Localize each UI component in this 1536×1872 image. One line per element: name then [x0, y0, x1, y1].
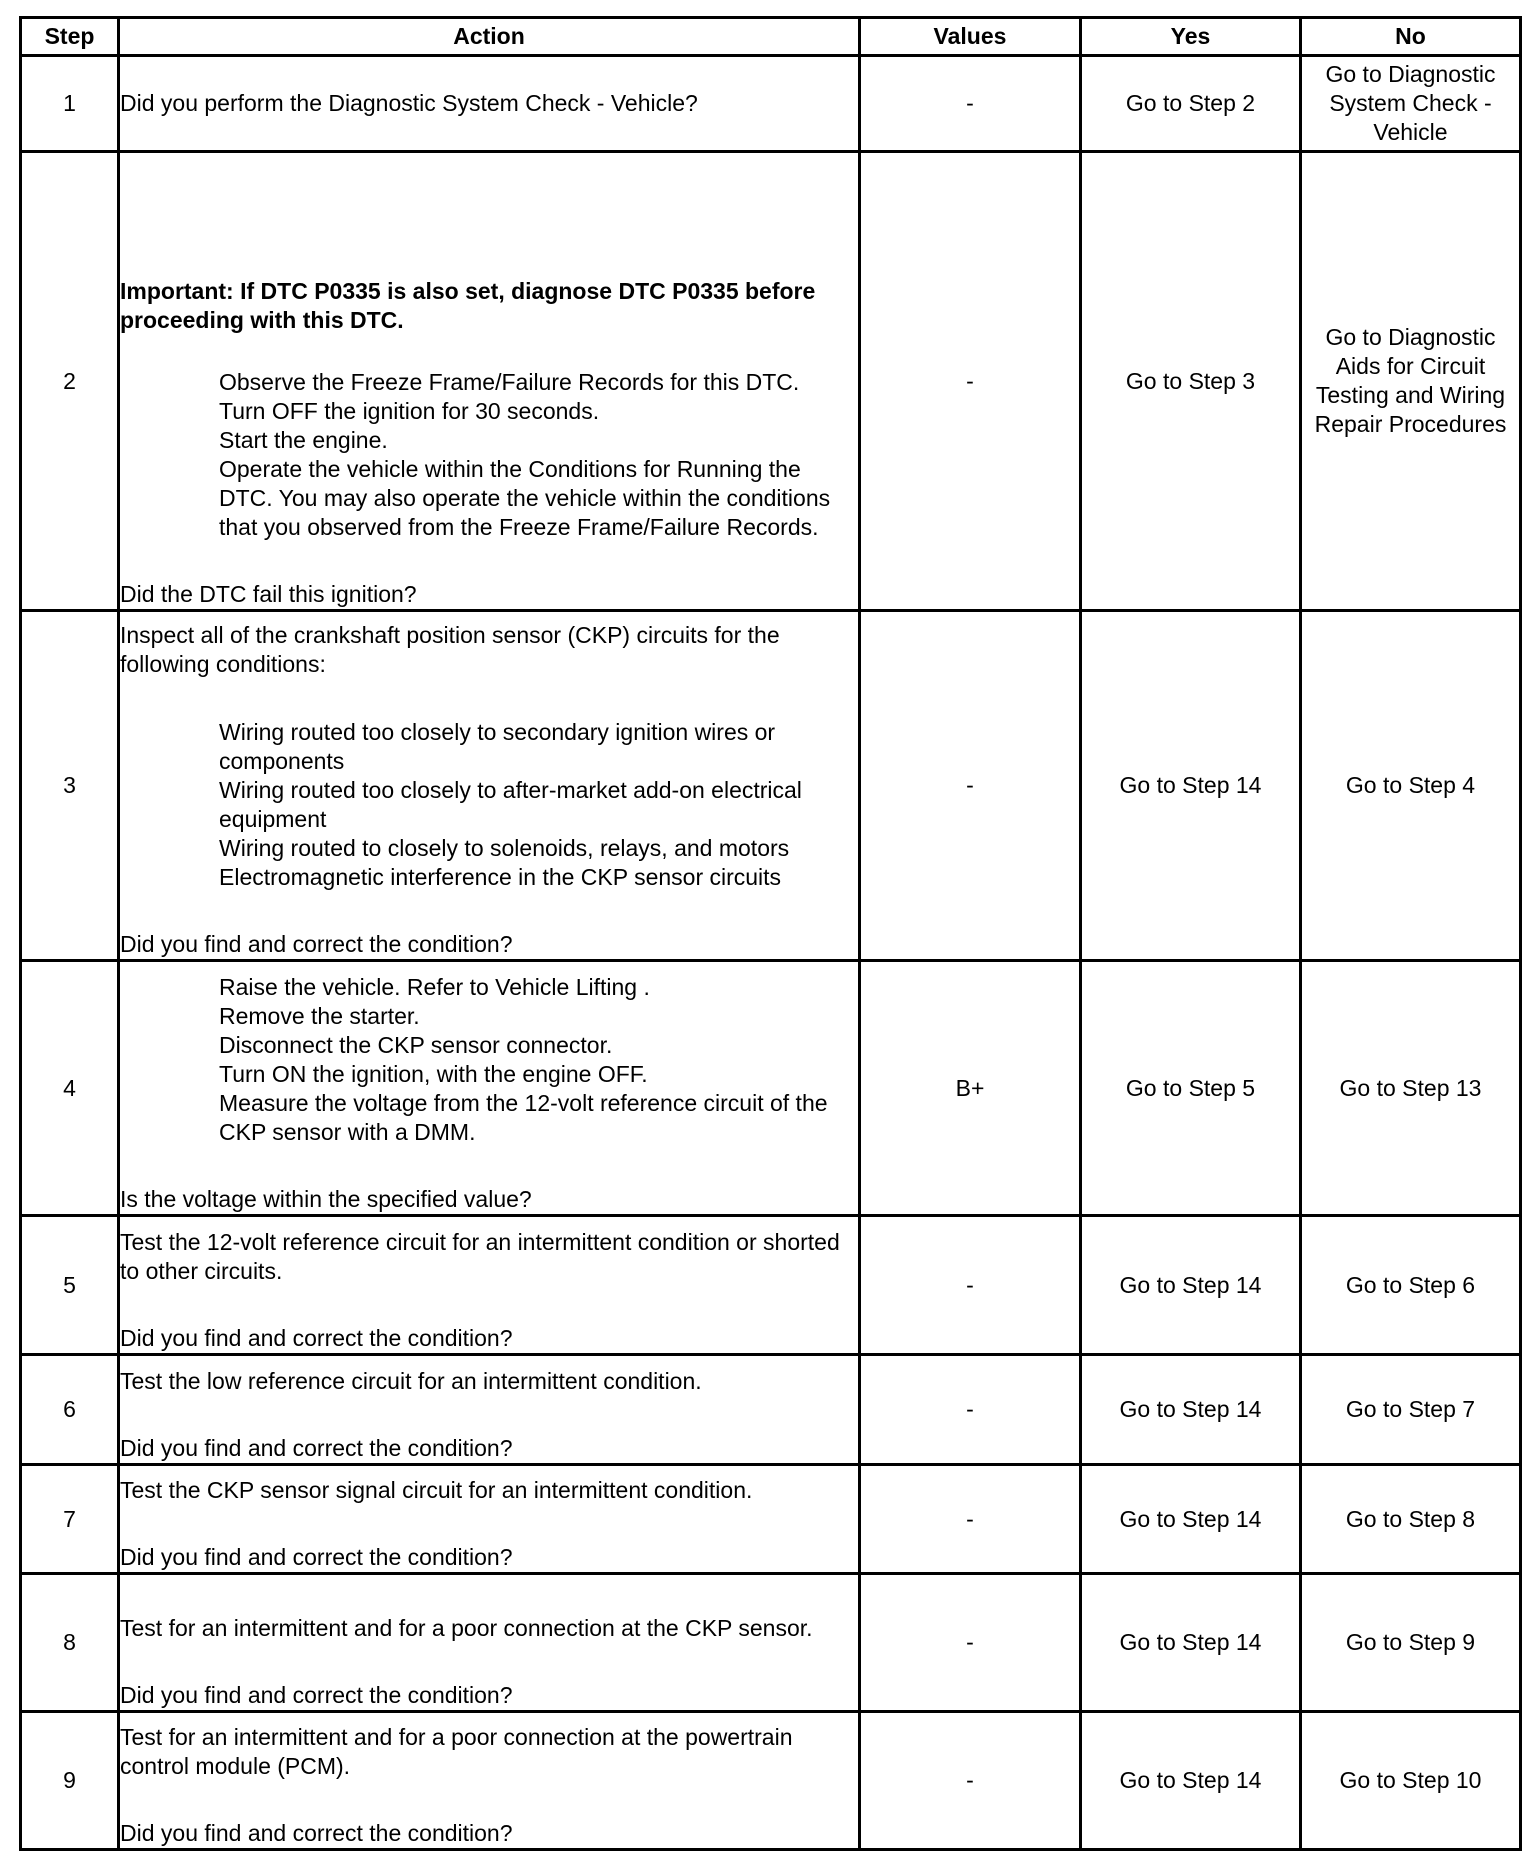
action-cell	[119, 1216, 860, 1355]
important-note: Important: If DTC P0335 is also set, diagnose DTC P0335 before proceeding with this DTC.	[120, 278, 816, 333]
no-cell: Go to Step 7	[1301, 1355, 1521, 1465]
action-cell	[119, 1574, 860, 1712]
step-number: 6	[21, 1355, 119, 1465]
question-text: Did you find and correct the condition?	[120, 1544, 513, 1570]
table-row	[21, 56, 1521, 152]
yes-cell: Go to Step 14	[1081, 1355, 1301, 1465]
value-cell: B+	[860, 961, 1081, 1216]
no-cell: Go to Step 13	[1301, 961, 1521, 1216]
list-item: Wiring routed too closely to secondary ignition wires or components	[219, 719, 776, 774]
action-text: Test the low reference circuit for an intermittent condition.	[120, 1368, 702, 1394]
no-cell: Go to Step 4	[1301, 611, 1521, 961]
list-item: Start the engine.	[219, 427, 388, 453]
action-text: Test for an intermittent and for a poor connection at the CKP sensor.	[120, 1615, 813, 1641]
action-text: Did you perform the Diagnostic System Check - Vehicle?	[120, 90, 698, 116]
list-item: Measure the voltage from the 12-volt reference circuit of the CKP sensor with a DMM.	[219, 1090, 828, 1145]
step-number: 5	[21, 1216, 119, 1355]
yes-cell: Go to Step 14	[1081, 1574, 1301, 1712]
yes-cell: Go to Step 14	[1081, 1712, 1301, 1850]
question-text: Did you find and correct the condition?	[120, 1682, 513, 1708]
instruction-list	[120, 368, 858, 542]
action-cell	[119, 56, 860, 152]
value-cell: -	[860, 1355, 1081, 1465]
value-cell: -	[860, 1712, 1081, 1850]
table-row	[21, 1712, 1521, 1850]
yes-cell: Go to Step 14	[1081, 611, 1301, 961]
action-cell	[119, 1465, 860, 1574]
action-text: Test the CKP sensor signal circuit for an intermittent condition.	[120, 1477, 753, 1503]
value-cell: -	[860, 1465, 1081, 1574]
value-cell: -	[860, 56, 1081, 152]
value-cell: -	[860, 1216, 1081, 1355]
question-text: Did you find and correct the condition?	[120, 1325, 513, 1351]
step-number: 1	[21, 56, 119, 152]
list-item: Wiring routed to closely to solenoids, relays, and motors	[219, 835, 790, 861]
action-text: Test the 12-volt reference circuit for an intermittent condition or shorted to other circuits.	[120, 1229, 840, 1284]
instruction-list	[120, 973, 858, 1147]
list-item: Observe the Freeze Frame/Failure Records for this DTC.	[219, 369, 800, 395]
no-cell: Go to Step 9	[1301, 1574, 1521, 1712]
list-item: Turn ON the ignition, with the engine OFF.	[219, 1061, 648, 1087]
step-number: 4	[21, 961, 119, 1216]
no-cell: Go to Diagnostic System Check - Vehicle	[1301, 56, 1521, 152]
step-number: 2	[21, 152, 119, 611]
list-item: Wiring routed too closely to after-market add-on electrical equipment	[219, 777, 802, 832]
action-cell	[119, 152, 860, 611]
no-cell: Go to Step 8	[1301, 1465, 1521, 1574]
list-item: Remove the starter.	[219, 1003, 420, 1029]
list-item: Raise the vehicle. Refer to Vehicle Lifting .	[219, 974, 650, 1000]
list-item: Disconnect the CKP sensor connector.	[219, 1032, 613, 1058]
question-text: Did you find and correct the condition?	[120, 1435, 513, 1461]
no-cell: Go to Step 10	[1301, 1712, 1521, 1850]
diagnostic-table	[19, 16, 1522, 1851]
table-row	[21, 961, 1521, 1216]
step-number: 3	[21, 611, 119, 961]
step-number: 9	[21, 1712, 119, 1850]
step-number: 8	[21, 1574, 119, 1712]
step-number: 7	[21, 1465, 119, 1574]
header-no: No	[1301, 18, 1521, 56]
yes-cell: Go to Step 14	[1081, 1216, 1301, 1355]
table-row	[21, 1574, 1521, 1712]
table-row	[21, 152, 1521, 611]
action-cell	[119, 1355, 860, 1465]
header-values: Values	[860, 18, 1081, 56]
header-step: Step	[21, 18, 119, 56]
action-text: Inspect all of the crankshaft position sensor (CKP) circuits for the following conditions:	[120, 622, 780, 677]
action-text: Test for an intermittent and for a poor connection at the powertrain control module (PCM).	[120, 1724, 793, 1779]
value-cell: -	[860, 611, 1081, 961]
header-yes: Yes	[1081, 18, 1301, 56]
instruction-list	[120, 718, 858, 892]
value-cell: -	[860, 1574, 1081, 1712]
action-cell	[119, 961, 860, 1216]
table-row	[21, 1465, 1521, 1574]
no-cell: Go to Diagnostic Aids for Circuit Testing and Wiring Repair Procedures	[1301, 152, 1521, 611]
yes-cell: Go to Step 5	[1081, 961, 1301, 1216]
action-cell	[119, 611, 860, 961]
question-text: Is the voltage within the specified value?	[120, 1186, 532, 1212]
value-cell: -	[860, 152, 1081, 611]
table-row	[21, 1355, 1521, 1465]
table-row	[21, 611, 1521, 961]
header-row	[21, 18, 1521, 56]
list-item: Electromagnetic interference in the CKP sensor circuits	[219, 864, 782, 890]
list-item: Turn OFF the ignition for 30 seconds.	[219, 398, 600, 424]
action-cell	[119, 1712, 860, 1850]
question-text: Did the DTC fail this ignition?	[120, 581, 417, 607]
table-row	[21, 1216, 1521, 1355]
question-text: Did you find and correct the condition?	[120, 931, 513, 957]
yes-cell: Go to Step 2	[1081, 56, 1301, 152]
yes-cell: Go to Step 14	[1081, 1465, 1301, 1574]
yes-cell: Go to Step 3	[1081, 152, 1301, 611]
list-item: Operate the vehicle within the Conditions for Running the DTC. You may also operate the vehicle within the conditions that you observed from the Freeze Frame/Failure Records.	[219, 456, 831, 540]
question-text: Did you find and correct the condition?	[120, 1820, 513, 1846]
header-action: Action	[119, 18, 860, 56]
no-cell: Go to Step 6	[1301, 1216, 1521, 1355]
